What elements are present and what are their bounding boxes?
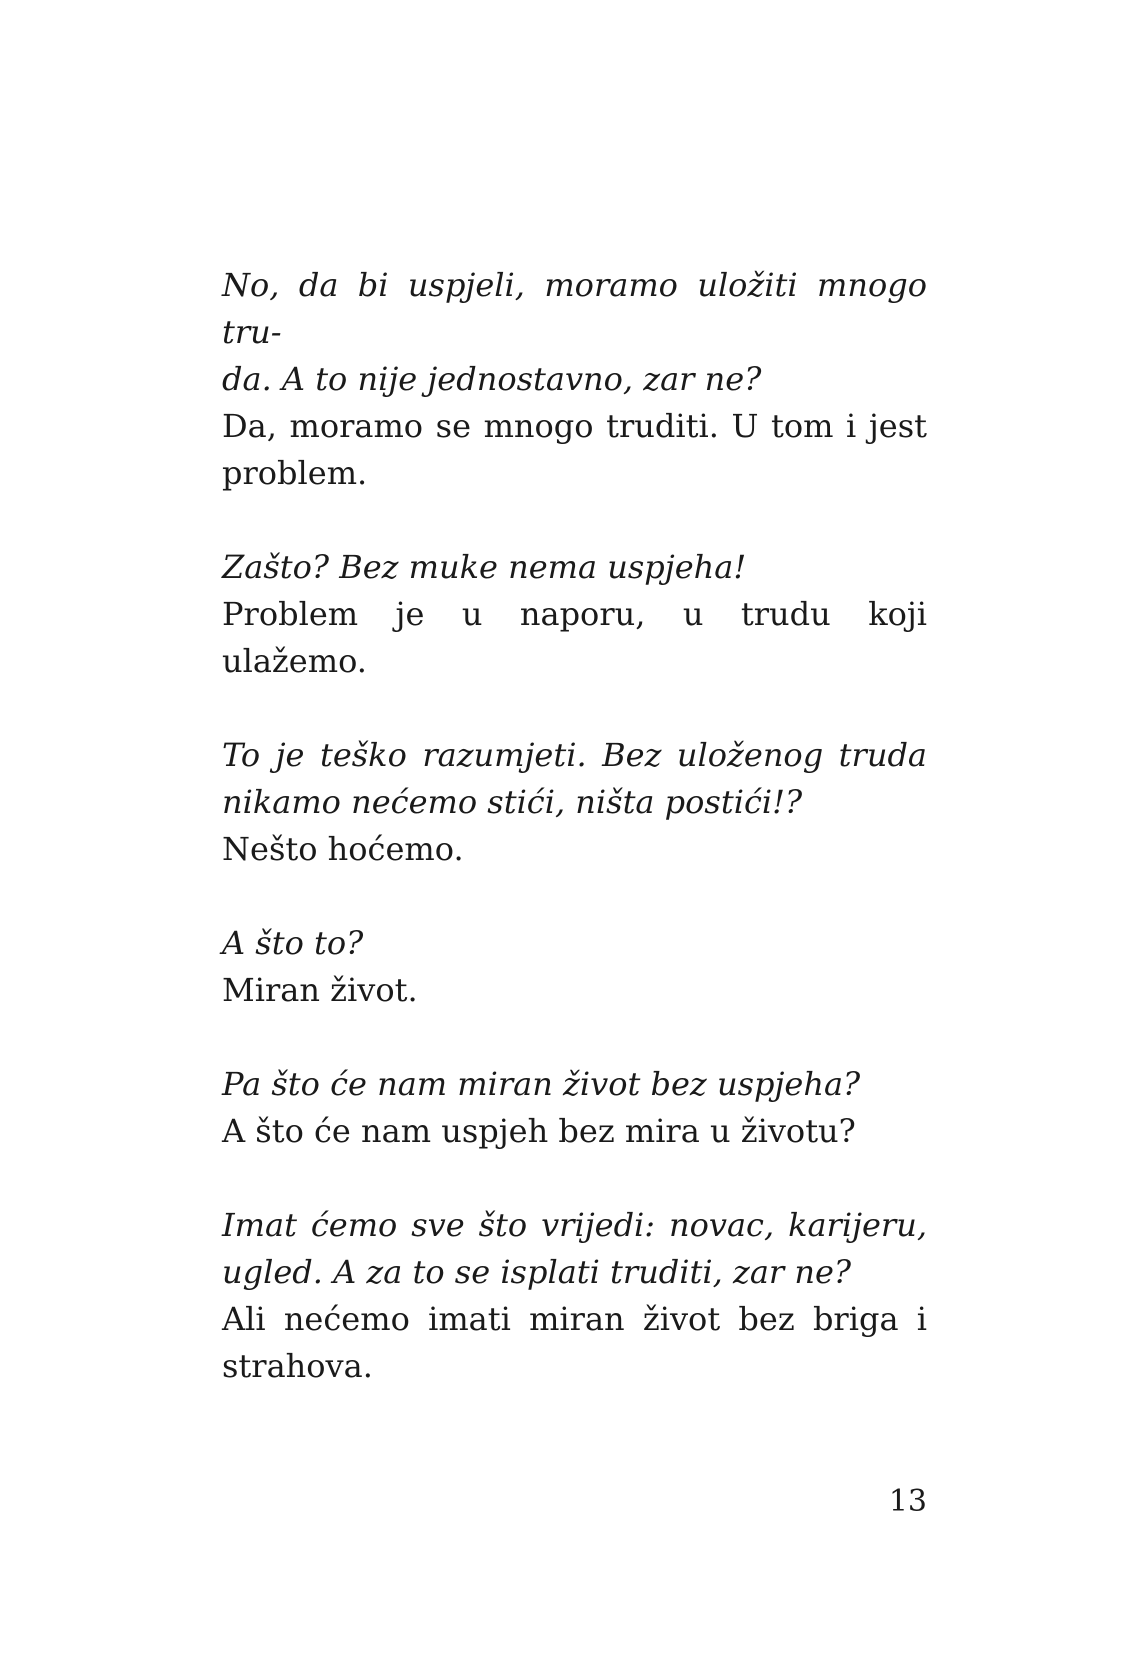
question-line: Imat ćemo sve što vrijedi: novac, karijeru, [222, 1206, 927, 1244]
answer-line: Problem je u naporu, u trudu koji [222, 595, 927, 633]
question-line: nikamo nećemo stići, ništa postići!? [222, 783, 803, 821]
question-line: da. A to nije jednostavno, zar ne? [222, 360, 762, 398]
answer-line: Da, moramo se mnogo truditi. U tom i jest [222, 407, 927, 445]
answer-line: ulažemo. [222, 642, 367, 680]
dialogue-exchange [222, 1061, 927, 1155]
question-line: A što to? [222, 924, 364, 962]
question-line: Zašto? Bez muke nema uspjeha! [222, 548, 747, 586]
dialogue-exchange [222, 732, 927, 873]
answer-line: Ali nećemo imati miran život bez briga i [222, 1300, 927, 1338]
answer-line: A što će nam uspjeh bez mira u životu? [222, 1112, 856, 1150]
answer-line: Nešto hoćemo. [222, 830, 464, 868]
answer-line: strahova. [222, 1347, 373, 1385]
page-number: 13 [888, 1484, 927, 1519]
dialogue-exchange [222, 920, 927, 1014]
page-body [222, 262, 927, 1437]
question-line: ugled. A za to se isplati truditi, zar ne? [222, 1253, 852, 1291]
question-line: To je teško razumjeti. Bez uloženog truda [222, 736, 927, 774]
dialogue-exchange [222, 1202, 927, 1390]
question-line: Pa što će nam miran život bez uspjeha? [222, 1065, 861, 1103]
question-line: No, da bi uspjeli, moramo uložiti mnogo tru- [222, 266, 927, 351]
answer-line: problem. [222, 454, 368, 492]
dialogue-exchange [222, 262, 927, 497]
answer-line: Miran život. [222, 971, 418, 1009]
dialogue-exchange [222, 544, 927, 685]
